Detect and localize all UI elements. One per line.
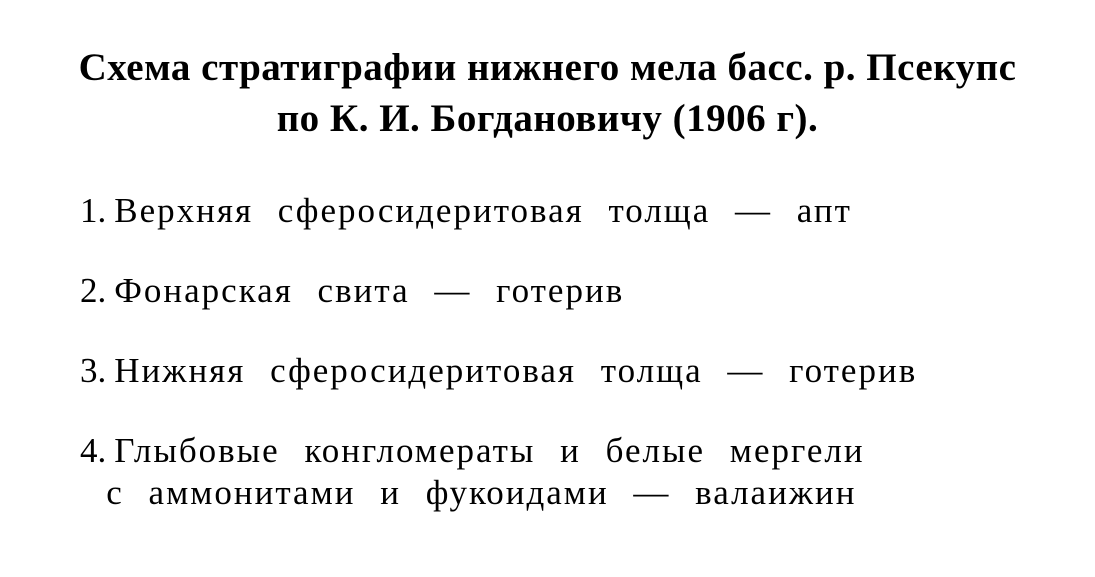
item-text-line: Нижняя сферосидеритовая толща — готерив xyxy=(114,351,918,390)
item-text-line-1: Глыбовые конгломераты и белые мергели xyxy=(114,431,865,470)
page-title xyxy=(0,0,1095,144)
list-item-1 xyxy=(80,190,1095,232)
item-text xyxy=(114,350,917,392)
list-item-3 xyxy=(80,350,1095,392)
stratigraphy-list xyxy=(0,144,1095,514)
item-number: 1. xyxy=(80,191,107,230)
item-text xyxy=(114,190,852,232)
item-number: 2. xyxy=(80,271,107,310)
item-text xyxy=(114,270,624,312)
item-number: 4. xyxy=(80,431,107,470)
item-text xyxy=(106,430,865,514)
list-item-4 xyxy=(80,430,1095,514)
title-line-2: по К. И. Богдановичу (1906 г). xyxy=(276,97,819,140)
item-text-line: Верхняя сферосидеритовая толща — апт xyxy=(114,191,852,230)
list-item-2 xyxy=(80,270,1095,312)
item-number: 3. xyxy=(80,351,107,390)
item-text-line: Фонарская свита — готерив xyxy=(114,271,625,310)
title-line-1: Схема стратиграфии нижнего мела басс. р. Псекупс xyxy=(78,46,1017,89)
item-text-line-2: с аммонитами и фукоидами — валаижин xyxy=(106,473,857,512)
